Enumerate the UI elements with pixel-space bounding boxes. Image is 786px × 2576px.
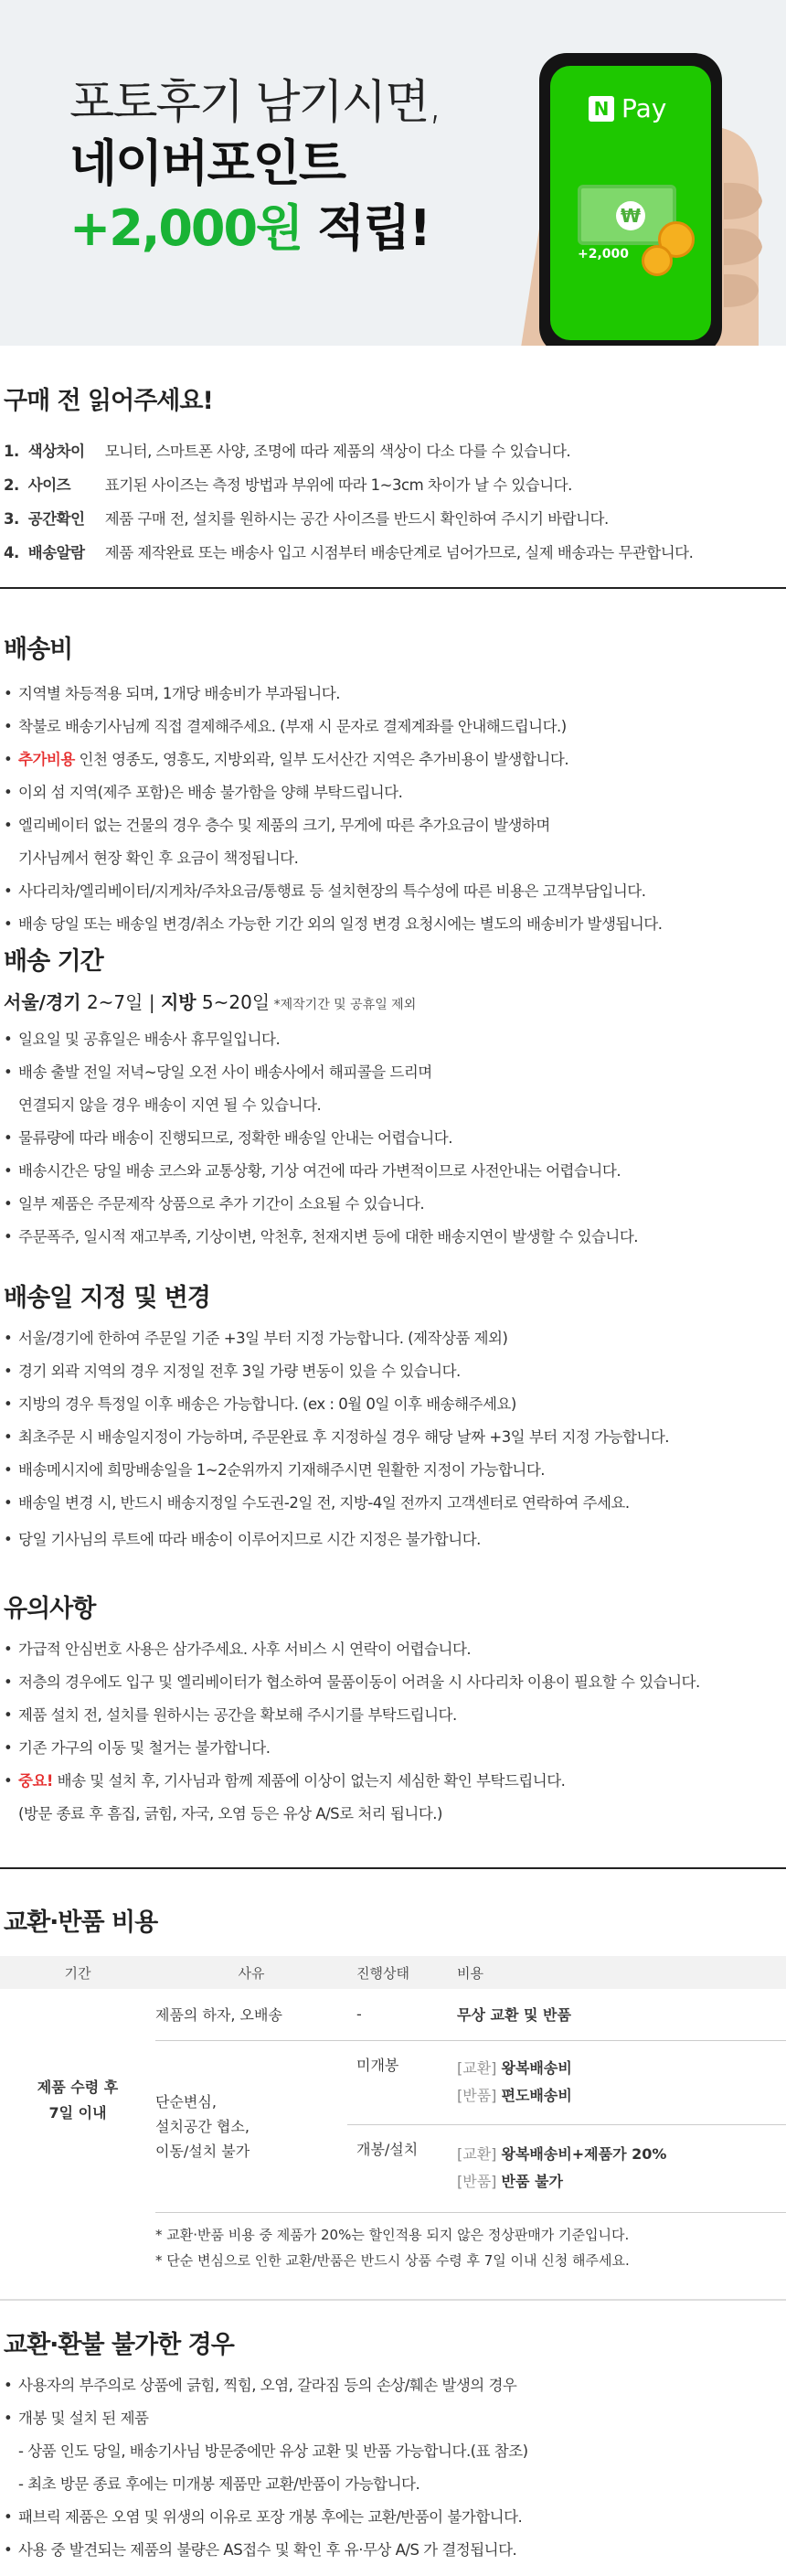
list-item: • 물류량에 따라 배송이 진행되므로, 정확한 배송일 안내는 어렵습니다.	[4, 1129, 452, 1147]
banner-line2: 네이버포인트	[69, 134, 345, 192]
phone-mockup	[539, 53, 722, 346]
list-item: • 기존 가구의 이동 및 철거는 불가합니다.	[4, 1739, 271, 1757]
status-cell: 개봉/설치	[356, 2140, 419, 2158]
status-cell: 미개봉	[347, 2040, 457, 2124]
list-item: • 최초주문 시 배송일지정이 가능하며, 주문완료 후 지정하실 경우 해당 날짜 +3일 부터 지정 가능합니다.	[4, 1428, 670, 1446]
naver-n-icon: N	[589, 96, 614, 122]
important-label: 중요!	[18, 1772, 53, 1790]
list-item: • 배송시간은 당일 배송 코스와 교통상황, 기상 여건에 따라 가변적이므로 사전안내는 어렵습니다.	[4, 1162, 621, 1180]
delivery-date-title: 배송일 지정 및 변경	[4, 1284, 210, 1312]
table-row	[0, 1989, 786, 2040]
col-header-cost: 비용	[457, 1956, 786, 1989]
shipping-fee-title: 배송비	[4, 636, 73, 664]
list-item: • 경기 외곽 지역의 경우 지정일 전후 3일 가량 변동이 있을 수 있습니다.	[4, 1363, 461, 1380]
exchange-fee-section	[0, 1869, 786, 2299]
photo-review-banner	[0, 0, 786, 346]
table-notes: * 교환·반품 비용 중 제품가 20%는 할인적용 되지 않은 정상판매가 기준입니다. * 단순 변심으로 인한 교환/반품은 반드시 상품 수령 후 7일 이내 신청 해주세요.	[155, 2212, 786, 2276]
won-icon: ₩	[616, 201, 645, 230]
col-header-status: 진행상태	[347, 1956, 457, 1989]
list-item-continued: (방문 종료 후 흠집, 긁힘, 자국, 오염 등은 유상 A/S로 처리 됩니다.)	[18, 1805, 442, 1822]
delivery-period-section	[0, 941, 786, 1277]
list-item-continued: 기사님께서 현장 확인 후 요금이 책정됩니다.	[18, 850, 299, 867]
cost-cell: [교환] 왕복배송비 [반품] 편도배송비	[457, 2040, 786, 2124]
col-header-period: 기간	[0, 1956, 155, 1989]
reason-cell: 단순변심, 설치공간 협소, 이동/설치 불가	[155, 2092, 250, 2160]
list-item: • 추가비용 인천 영종도, 영흥도, 지방외곽, 일부 도서산간 지역은 추가비용이 발생합니다.	[4, 751, 569, 768]
delivery-date-section	[0, 1277, 786, 1588]
pre-purchase-title: 구매 전 읽어주세요!	[4, 387, 213, 415]
list-item: • 사용 중 발견되는 제품의 불량은 AS접수 및 확인 후 유·무상 A/S 가 결정됩니다.	[4, 2541, 517, 2559]
exchange-fee-title: 교환·반품 비용	[4, 1908, 158, 1937]
list-item: • 지방의 경우 특정일 이후 배송은 가능합니다. (ex : 0월 0일 이후 배송해주세요)	[4, 1395, 516, 1413]
col-header-reason: 사유	[155, 1956, 347, 1989]
delivery-period-summary: 서울/경기 2~7일 | 지방 5~20일 *제작기간 및 공휴일 제외	[4, 991, 417, 1013]
banner-text	[69, 75, 441, 262]
phone-screen	[550, 66, 711, 340]
list-item: • 사용자의 부주의로 상품에 긁힘, 찍힘, 오염, 갈라짐 등의 손상/훼손 발생의 경우	[4, 2377, 517, 2394]
no-refund-title: 교환·환불 불가한 경우	[4, 2331, 234, 2359]
reason-cell: 제품의 하자, 오배송	[155, 1989, 347, 2040]
pre-purchase-item: 4. 배송알람 제품 제작완료 또는 배송사 입고 시점부터 배송단계로 넘어가므로, 실제 배송과는 무관합니다.	[4, 544, 694, 561]
list-item: • 저층의 경우에도 입구 및 엘리베이터가 협소하여 물품이동이 어려울 시 사다리차 이용이 필요할 수 있습니다.	[4, 1673, 700, 1691]
list-item-continued: 연결되지 않을 경우 배송이 지연 될 수 있습니다.	[18, 1096, 322, 1114]
shipping-fee-section	[0, 589, 786, 941]
cost-cell: [교환] 왕복배송비+제품가 20% [반품] 반품 불가	[457, 2145, 667, 2190]
list-item: • 엘리베이터 없는 건물의 경우 층수 및 제품의 크기, 무게에 따른 추가요금이 발생하며	[4, 817, 550, 834]
banner-line3	[69, 196, 441, 262]
pre-purchase-item: 1. 색상차이 모니터, 스마트폰 사양, 조명에 따라 제품의 색상이 다소 다를 수 있습니다.	[4, 443, 571, 460]
list-item: • 가급적 안심번호 사용은 삼가주세요. 사후 서비스 시 연락이 어렵습니다.	[4, 1641, 472, 1658]
list-item: • 배송 출발 전일 저녁~당일 오전 사이 배송사에서 해피콜을 드리며	[4, 1064, 432, 1081]
naver-pay-logo	[589, 93, 666, 123]
list-item: • 배송일 변경 시, 반드시 배송지정일 수도권-2일 전, 지방-4일 전까지 고객센터로 연락하여 주세요.	[4, 1494, 630, 1512]
cost-cell: 무상 교환 및 반품	[457, 1989, 786, 2040]
list-item: • 착불로 배송기사님께 직접 결제해주세요. (부재 시 문자로 결제계좌를 안내해드립니다.)	[4, 718, 567, 735]
list-item: • 이외 섬 지역(제주 포함)은 배송 불가함을 양해 부탁드립니다.	[4, 784, 403, 801]
pre-purchase-section	[0, 346, 786, 587]
list-item: • 일부 제품은 주문제작 상품으로 추가 기간이 소요될 수 있습니다.	[4, 1195, 425, 1213]
no-refund-section	[0, 2301, 786, 2567]
pay-label: Pay	[621, 93, 667, 123]
table-notes-row	[0, 2212, 786, 2276]
status-cell: -	[347, 1989, 457, 2040]
pre-purchase-item: 3. 공간확인 제품 구매 전, 설치를 원하시는 공간 사이즈를 반드시 확인하여 주시기 바랍니다.	[4, 510, 609, 528]
list-item: • 중요! 배송 및 설치 후, 기사님과 함께 제품에 이상이 없는지 세심한 확인 부탁드립니다.	[4, 1772, 566, 1790]
caution-title: 유의사항	[4, 1595, 96, 1623]
list-item: • 배송 당일 또는 배송일 변경/취소 가능한 기간 외의 일정 변경 요청시에는 별도의 배송비가 발생됩니다.	[4, 915, 663, 933]
list-item: • 당일 기사님의 루트에 따라 배송이 이루어지므로 시간 지정은 불가합니다.	[4, 1531, 481, 1548]
sub-list-item: - 최초 방문 종료 후에는 미개봉 제품만 교환/반품이 가능합니다.	[18, 2475, 420, 2493]
list-item: • 패브릭 제품은 오염 및 위생의 이유로 포장 개봉 후에는 교환/반품이 불가합니다.	[4, 2508, 523, 2526]
coin-icon	[642, 245, 673, 276]
exchange-fee-table	[0, 1956, 786, 2276]
extra-cost-label: 추가비용	[18, 751, 75, 768]
list-item: • 배송메시지에 희망배송일을 1~2순위까지 기재해주시면 원활한 지정이 가능합니다.	[4, 1461, 546, 1479]
delivery-period-title: 배송 기간	[4, 947, 103, 976]
table-header-row	[0, 1956, 786, 1989]
caution-section	[0, 1588, 786, 1867]
sub-list-item: - 상품 인도 당일, 배송기사님 방문중에만 유상 교환 및 반품 가능합니다.(표 참조)	[18, 2442, 528, 2460]
banner-amount: +2,000원	[69, 199, 303, 257]
list-item: • 개봉 및 설치 된 제품	[4, 2410, 149, 2427]
list-item: • 주문폭주, 일시적 재고부족, 기상이변, 악천후, 천재지변 등에 대한 배송지연이 발생할 수 있습니다.	[4, 1228, 639, 1245]
list-item: • 지역별 차등적용 되며, 1개당 배송비가 부과됩니다.	[4, 685, 340, 702]
pre-purchase-item: 2. 사이즈 표기된 사이즈는 측정 방법과 부위에 따라 1~3cm 차이가 날 수 있습니다.	[4, 476, 572, 494]
list-item: • 서울/경기에 한하여 주문일 기준 +3일 부터 지정 가능합니다. (제작상품 제외)	[4, 1330, 508, 1347]
screen-amount: +2,000	[578, 247, 630, 262]
list-item: • 사다리차/엘리베이터/지게차/주차요금/통행료 등 설치현장의 특수성에 따른 비용은 고객부담입니다.	[4, 882, 646, 900]
banner-line1: 포토후기 남기시면,	[69, 76, 441, 130]
banner-suffix: 적립!	[302, 199, 430, 257]
list-item: • 일요일 및 공휴일은 배송사 휴무일입니다.	[4, 1031, 281, 1048]
list-item: • 제품 설치 전, 설치를 원하시는 공간을 확보해 주시기를 부탁드립니다.	[4, 1706, 457, 1724]
period-cell: 제품 수령 후 7일 이내	[37, 2079, 119, 2122]
